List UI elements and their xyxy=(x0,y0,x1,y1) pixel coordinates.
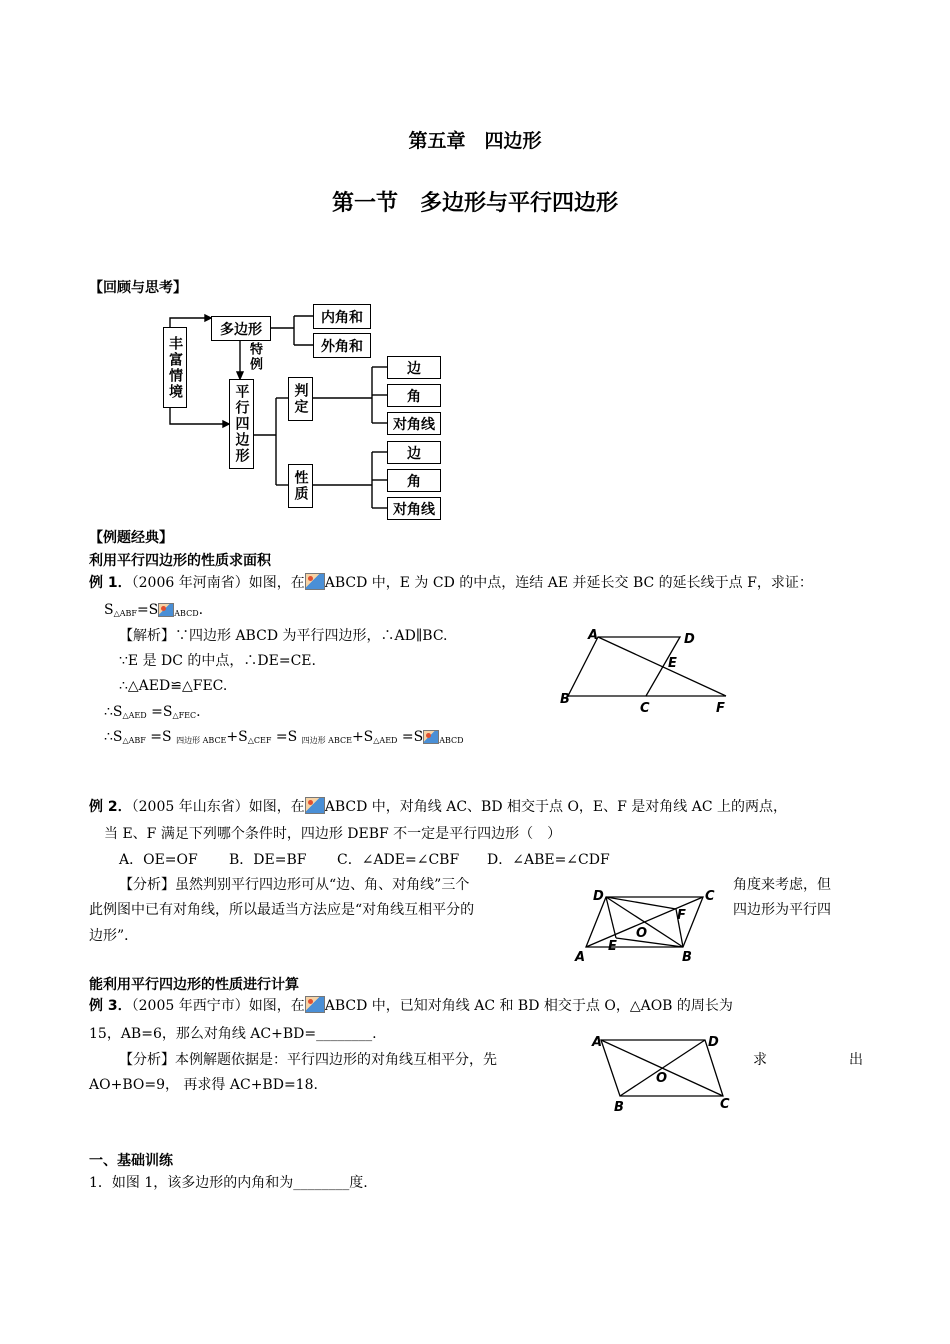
review-heading: 【回顾与思考】 xyxy=(89,280,187,296)
diagram-interior-box: 内角和 xyxy=(313,304,371,329)
ex2-analysis-2b: 四边形为平行四 xyxy=(733,902,831,918)
ex3-statement: 例 3．（2005 年西宁市）如图，在 ABCD 中，已知对角线 AC 和 BD 相交于点 O，△AOB 的周长为 xyxy=(89,998,733,1014)
ex2-option-d: D．∠ABE=∠CDF xyxy=(487,852,610,868)
ex1-claim: $S_{\triangle ABF}=S$ $_{ABCD}$. xyxy=(104,602,204,618)
ex1-label-d: D xyxy=(684,632,695,647)
diagram-exterior-box: 外角和 xyxy=(313,333,371,358)
ex1-label-c: C xyxy=(640,701,650,716)
diagram-judge-angle-box: 角 xyxy=(387,384,441,407)
diagram-judge-edge-box: 边 xyxy=(387,356,441,379)
diagram-property-angle-box: 角 xyxy=(387,469,441,492)
diagram-property-diagonal-box: 对角线 xyxy=(387,497,441,520)
chapter-title: 第五章 四边形 xyxy=(408,130,542,152)
ex3-analysis-2: AO+BO=9， 再求得 AC+BD=18. xyxy=(89,1077,318,1093)
diagram-root-box: 丰富情境 xyxy=(163,327,187,408)
diagram-polygon-box: 多边形 xyxy=(211,316,271,341)
ex3-analysis-1c: 出 xyxy=(849,1052,863,1068)
diagram-judge-diagonal-box: 对角线 xyxy=(387,412,441,435)
ex1-text-a: （2006 年河南省）如图，在 xyxy=(131,575,305,591)
ex1-solution-line3: ∴△AED≌△FEC. xyxy=(119,678,228,694)
training-q1: 1．如图 1，该多边形的内角和为________度. xyxy=(89,1175,368,1191)
ex3-label-a: A xyxy=(592,1035,603,1050)
diagram-special-label: 特例 xyxy=(247,342,262,372)
ex1-label-e: E xyxy=(668,656,677,671)
diagram-judge-box: 判定 xyxy=(288,377,313,421)
ex1-label-a: A xyxy=(588,628,599,643)
ex2-analysis-2a: 此例图中已有对角线，所以最适当方法应是“对角线互相平分的 xyxy=(89,902,475,918)
ex1-text-b: ABCD 中，E 为 CD 的中点，连结 AE 并延长交 BC 的延长线于点 F，求证： xyxy=(324,575,813,591)
ex2-analysis-1b: 角度来考虑，但 xyxy=(733,877,831,893)
ex2-label-c: C xyxy=(705,889,715,904)
ex1-label-b: B xyxy=(560,692,570,707)
ex2-label-o: O xyxy=(636,926,648,941)
topic1-heading: 利用平行四边形的性质求面积 xyxy=(89,553,271,569)
training-heading: 一、基础训练 xyxy=(89,1153,173,1169)
ex3-line2: 15，AB=6，那么对角线 AC+BD=________. xyxy=(89,1026,377,1042)
ex2-line2: 当 E、F 满足下列哪个条件时，四边形 DEBF 不一定是平行四边形（ ） xyxy=(104,826,562,842)
ex1-label: 例 1． xyxy=(89,575,132,591)
ex3-analysis-1b: 求 xyxy=(753,1052,767,1068)
ex3-analysis-1a: 【分析】本例解题依据是：平行四边形的对角线互相平分，先 xyxy=(119,1052,497,1068)
ex3-label-d: D xyxy=(708,1035,719,1050)
ex3-label-c: C xyxy=(720,1097,730,1112)
diagram-property-edge-box: 边 xyxy=(387,441,441,464)
ex1-solution-line2: ∵E 是 DC 的中点，∴DE=CE. xyxy=(119,653,316,669)
ex2-analysis-3: 边形”． xyxy=(89,928,139,944)
ex3-label-o: O xyxy=(656,1071,668,1086)
ex2-label-d: D xyxy=(593,889,604,904)
ex2-label-f: F xyxy=(677,908,686,923)
ex1-solution-line1: 【解析】∵四边形 ABCD 为平行四边形，∴AD∥BC. xyxy=(119,628,448,644)
ex2-option-a: A．OE=OF xyxy=(119,852,198,868)
section-title: 第一节 多边形与平行四边形 xyxy=(331,191,618,216)
ex3-label: 例 3． xyxy=(89,998,132,1014)
ex1-solution-line5: $\therefore S_{\triangle ABF} =S$ $_{四边形 ABCE}+S_{\triangle CEF} =S$ $_{四边形 ABCE}+S_{\triangle AED} =S$ $_{ABCD}$ xyxy=(104,729,464,745)
ex1-solution-line4: $\therefore S_{\triangle AED} =S_{\triangle FEC}$. xyxy=(104,704,201,720)
examples-heading: 【例题经典】 xyxy=(89,530,173,546)
ex3-label-b: B xyxy=(614,1100,624,1115)
diagram-parallelogram-box: 平行四边形 xyxy=(229,379,254,469)
ex2-option-b: B．DE=BF xyxy=(229,852,307,868)
ex2-analysis-1a: 【分析】虽然判别平行四边形可从“边、角、对角线”三个 xyxy=(119,877,470,893)
ex2-option-c: C．∠ADE=∠CBF xyxy=(337,852,460,868)
diagram-property-box: 性质 xyxy=(288,464,313,508)
ex2-label-b: B xyxy=(682,950,692,965)
ex2-statement: 例 2．（2005 年山东省）如图，在 ABCD 中，对角线 AC、BD 相交于点 O，E、F 是对角线 AC 上的两点， xyxy=(89,799,788,815)
ex2-label-e: E xyxy=(608,939,617,954)
ex1-label-f: F xyxy=(716,701,725,716)
topic2-heading: 能利用平行四边形的性质进行计算 xyxy=(89,977,299,993)
ex2-label: 例 2． xyxy=(89,799,132,815)
ex2-label-a: A xyxy=(575,950,586,965)
